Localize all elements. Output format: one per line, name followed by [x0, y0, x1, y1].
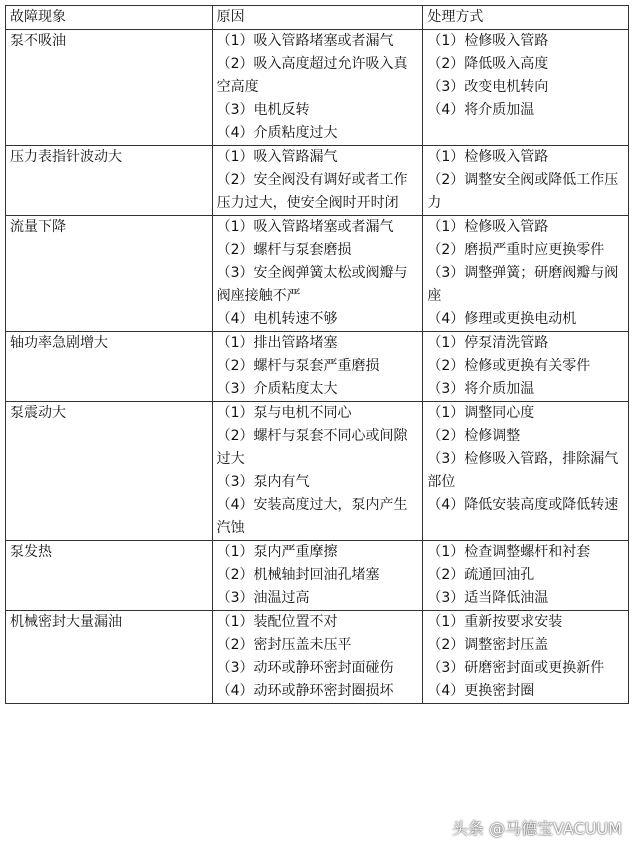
fix-item: （1）检修吸入管路: [427, 149, 549, 165]
cause-item: （3）泵内有气: [216, 474, 310, 490]
fix-item: （1）重新按要求安装: [427, 614, 563, 630]
cause-cell: [212, 611, 423, 704]
header-fix: 处理方式: [423, 6, 629, 30]
fix-item: （3）适当降低油温: [427, 590, 549, 606]
symptom-cell: 泵震动大: [6, 402, 213, 541]
fault-table: [5, 5, 629, 704]
table-row: [6, 146, 629, 216]
cause-item: （1）泵内严重摩擦: [216, 544, 338, 560]
cause-cell: [212, 541, 423, 611]
cause-item: （3）电机反转: [216, 102, 310, 118]
table-row: [6, 30, 629, 146]
fix-item: （2）降低吸入高度: [427, 56, 549, 72]
table-row: [6, 611, 629, 704]
cause-item: （4）安装高度过大，泵内产生汽蚀: [216, 497, 408, 536]
symptom-cell: 机械密封大量漏油: [6, 611, 213, 704]
fix-cell: [423, 30, 629, 146]
cause-item: （2）密封压盖未压平: [216, 637, 352, 653]
table-row: [6, 541, 629, 611]
fix-item: （3）研磨密封面或更换新件: [427, 660, 605, 676]
fix-item: （2）疏通回油孔: [427, 567, 535, 583]
fix-cell: [423, 216, 629, 332]
cause-item: （2）机械轴封回油孔堵塞: [216, 567, 380, 583]
fix-item: （1）检查调整螺杆和衬套: [427, 544, 591, 560]
cause-item: （1）排出管路堵塞: [216, 335, 338, 351]
fix-cell: [423, 611, 629, 704]
cause-item: （1）吸入管路堵塞或者漏气: [216, 219, 394, 235]
fix-item: （2）调整密封压盖: [427, 637, 549, 653]
cause-item: （3）动环或静环密封面碰伤: [216, 660, 394, 676]
fix-item: （3）将介质加温: [427, 381, 535, 397]
cause-item: （4）电机转速不够: [216, 311, 338, 327]
fix-item: （1）检修吸入管路: [427, 219, 549, 235]
watermark: 头条 @马德宝VACUUM: [451, 819, 622, 838]
symptom-cell: 泵不吸油: [6, 30, 213, 146]
cause-item: （4）动环或静环密封圈损坏: [216, 683, 394, 699]
fix-item: （4）降低安装高度或降低转速: [427, 497, 619, 513]
cause-item: （2）螺杆与泵套不同心或间隙过大: [216, 428, 408, 467]
cause-item: （1）吸入管路漏气: [216, 149, 338, 165]
symptom-cell: 泵发热: [6, 541, 213, 611]
header-row: [6, 6, 629, 30]
cause-item: （3）介质粘度太大: [216, 381, 338, 397]
fix-item: （4）更换密封圈: [427, 683, 535, 699]
cause-cell: [212, 402, 423, 541]
cause-cell: [212, 216, 423, 332]
fix-cell: [423, 332, 629, 402]
cause-item: （3）油温过高: [216, 590, 310, 606]
fix-item: （2）检修调整: [427, 428, 521, 444]
fix-item: （2）检修或更换有关零件: [427, 358, 591, 374]
cause-item: （3）安全阀弹簧太松或阀瓣与阀座接触不严: [216, 265, 408, 304]
symptom-cell: 流量下降: [6, 216, 213, 332]
fix-item: （3）检修吸入管路，排除漏气部位: [427, 451, 619, 490]
cause-item: （1）装配位置不对: [216, 614, 338, 630]
cause-item: （1）泵与电机不同心: [216, 405, 352, 421]
fix-item: （1）停泵清洗管路: [427, 335, 549, 351]
fix-cell: [423, 146, 629, 216]
fix-item: （2）磨损严重时应更换零件: [427, 242, 605, 258]
header-symptom: 故障现象: [6, 6, 213, 30]
fix-cell: [423, 541, 629, 611]
cause-cell: [212, 30, 423, 146]
cause-item: （2）吸入高度超过允许吸入真空高度: [216, 56, 408, 95]
symptom-cell: 轴功率急剧增大: [6, 332, 213, 402]
fix-cell: [423, 402, 629, 541]
cause-item: （4）介质粘度过大: [216, 125, 338, 141]
symptom-cell: 压力表指针波动大: [6, 146, 213, 216]
cause-item: （2）螺杆与泵套磨损: [216, 242, 352, 258]
cause-cell: [212, 146, 423, 216]
fix-item: （3）调整弹簧；研磨阀瓣与阀座: [427, 265, 619, 304]
fix-item: （1）检修吸入管路: [427, 33, 549, 49]
cause-item: （2）安全阀没有调好或者工作压力过大，使安全阀时开时闭: [216, 172, 408, 211]
fix-item: （3）改变电机转向: [427, 79, 549, 95]
cause-cell: [212, 332, 423, 402]
table-row: [6, 332, 629, 402]
table-row: [6, 402, 629, 541]
fix-item: （2）调整安全阀或降低工作压力: [427, 172, 619, 211]
cause-item: （2）螺杆与泵套严重磨损: [216, 358, 380, 374]
table-row: [6, 216, 629, 332]
fix-item: （4）修理或更换电动机: [427, 311, 577, 327]
header-cause: 原因: [212, 6, 423, 30]
fix-item: （4）将介质加温: [427, 102, 535, 118]
fix-item: （1）调整同心度: [427, 405, 535, 421]
cause-item: （1）吸入管路堵塞或者漏气: [216, 33, 394, 49]
